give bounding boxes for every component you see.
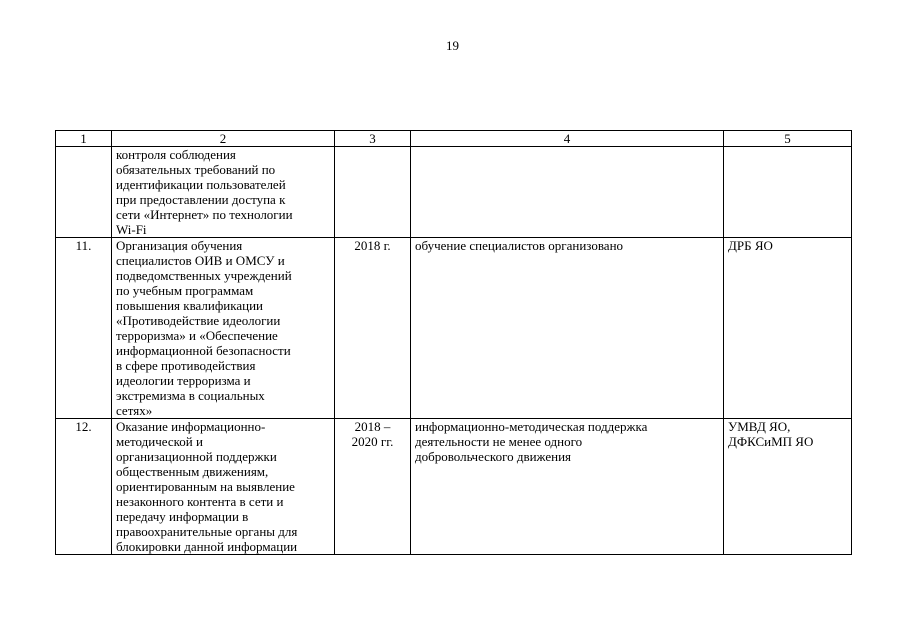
cell-text-line: специалистов ОИВ и ОМСУ и xyxy=(116,253,285,268)
result-cell xyxy=(411,238,724,419)
cell-text-line: сетях» xyxy=(116,403,153,418)
cell-text-line: УМВД ЯО, xyxy=(728,419,791,434)
measures-table xyxy=(55,130,852,555)
date-cell xyxy=(335,147,411,238)
row-number: 11. xyxy=(56,238,112,419)
measure-cell xyxy=(112,147,335,238)
cell-text-line: добровольческого движения xyxy=(415,449,572,464)
responsible-cell xyxy=(724,419,852,555)
header-cell: 4 xyxy=(411,131,724,147)
table-header-row xyxy=(56,131,852,147)
cell-text-line: незаконного контента в сети и xyxy=(116,494,284,509)
cell-text-line: ДФКСиМП ЯО xyxy=(728,434,814,449)
cell-text-line: идеологии терроризма и xyxy=(116,373,251,388)
header-cell: 1 xyxy=(56,131,112,147)
cell-text-line: 2018 – xyxy=(354,419,391,434)
page-number: 19 xyxy=(446,38,459,53)
cell-text-line: информационно-методическая поддержка xyxy=(415,419,648,434)
cell-text-line: обязательных требований по xyxy=(116,162,276,177)
header-cell: 3 xyxy=(335,131,411,147)
cell-text-line: экстремизма в социальных xyxy=(116,388,265,403)
cell-text-line: повышения квалификации xyxy=(116,298,264,313)
cell-text-line: подведомственных учреждений xyxy=(116,268,292,283)
cell-text-line: при предоставлении доступа к xyxy=(116,192,286,207)
cell-text-line: методической и xyxy=(116,434,203,449)
cell-text-line: ориентированным на выявление xyxy=(116,479,295,494)
measure-cell xyxy=(112,238,335,419)
cell-text-line: идентификации пользователей xyxy=(116,177,286,192)
result-cell xyxy=(411,147,724,238)
table-row xyxy=(56,238,852,419)
cell-text-line: блокировки данной информации xyxy=(116,539,298,554)
date-cell xyxy=(335,238,411,419)
responsible-cell xyxy=(724,147,852,238)
header-cell: 5 xyxy=(724,131,852,147)
result-cell xyxy=(411,419,724,555)
header-cell: 2 xyxy=(112,131,335,147)
cell-text-line: контроля соблюдения xyxy=(116,147,236,162)
cell-text-line: общественным движениям, xyxy=(116,464,269,479)
row-number xyxy=(56,147,112,238)
cell-text-line: Организация обучения xyxy=(116,238,243,253)
date-cell xyxy=(335,419,411,555)
cell-text-line: сети «Интернет» по технологии xyxy=(116,207,293,222)
cell-text-line: организационной поддержки xyxy=(116,449,277,464)
cell-text-line: деятельности не менее одного xyxy=(415,434,583,449)
table-row xyxy=(56,419,852,555)
cell-text-line: правоохранительные органы для xyxy=(116,524,298,539)
cell-text-line: Оказание информационно- xyxy=(116,419,266,434)
measure-cell xyxy=(112,419,335,555)
responsible-cell xyxy=(724,238,852,419)
row-number: 12. xyxy=(56,419,112,555)
cell-text-line: в сфере противодействия xyxy=(116,358,256,373)
cell-text-line: передачу информации в xyxy=(116,509,249,524)
cell-text-line: обучение специалистов организовано xyxy=(415,238,624,253)
table-row xyxy=(56,147,852,238)
cell-text-line: «Противодействие идеологии xyxy=(116,313,281,328)
cell-text-line: терроризма» и «Обеспечение xyxy=(116,328,278,343)
cell-text-line: Wi-Fi xyxy=(116,222,147,237)
cell-text-line: информационной безопасности xyxy=(116,343,291,358)
cell-text-line: ДРБ ЯО xyxy=(728,238,773,253)
cell-text-line: по учебным программам xyxy=(116,283,254,298)
cell-text-line: 2018 г. xyxy=(354,238,391,253)
cell-text-line: 2020 гг. xyxy=(351,434,394,449)
